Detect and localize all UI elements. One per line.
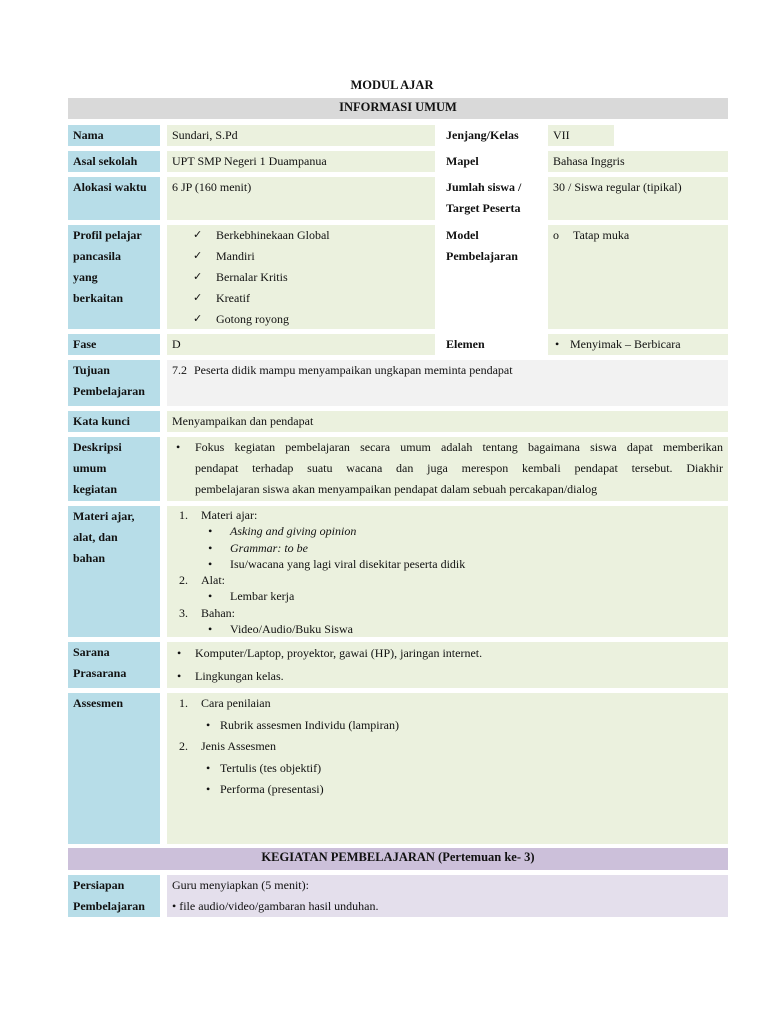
list-item: • Rubrik assesmen Individu (lampiran) (172, 715, 723, 737)
bullet-icon: • (208, 540, 213, 555)
bullet-icon: • (177, 646, 182, 660)
bullet-icon: • (206, 717, 211, 732)
label-jenjang: Jenjang/Kelas (441, 125, 547, 146)
list-item: 3. Bahan: (179, 605, 235, 620)
list-item: • Asking and giving opinion (208, 524, 357, 539)
deskripsi-paragraph: • Fokus kegiatan pembelajaran secara umum adalah tentang bagaimana siswa dapat memberikan pendapat terhadap suatu wacana dan juga merespon kembali pendapat tersebut. Diakhir pembelajaran siswa akan menyampaikan pendapat dalam sebuah percakapan/dialog (172, 437, 723, 500)
label-nama: Nama (68, 125, 160, 146)
label-persiapan: Persiapan Pembelajaran (68, 875, 160, 917)
value-materi (167, 506, 728, 637)
value-deskripsi (167, 437, 728, 501)
list-item: • Performa (presentasi) (172, 779, 723, 801)
document-title: MODUL AJAR (350, 78, 434, 92)
list-item: ✓ Gotong royong (193, 309, 430, 330)
list-item: ✓ Mandiri (193, 246, 430, 267)
bullet-icon: • (206, 782, 211, 796)
label-jumlah-siswa: Jumlah siswa / Target Peserta (441, 177, 547, 220)
list-item: • Video/Audio/Buku Siswa (208, 622, 353, 637)
section-kegiatan-pembelajaran: KEGIATAN PEMBELAJARAN (Pertemuan ke- 3) (68, 848, 728, 870)
label-elemen: Elemen (441, 334, 547, 355)
list-item: • Lembar kerja (208, 589, 295, 604)
value-fase: D (167, 334, 435, 355)
label-mapel: Mapel (441, 151, 547, 172)
section-informasi-umum: INFORMASI UMUM (68, 98, 728, 119)
list-item: • Tertulis (tes objektif) (172, 758, 723, 780)
value-asal-sekolah: UPT SMP Negeri 1 Duampanua (167, 151, 435, 172)
value-assesmen (167, 693, 728, 844)
check-icon: ✓ (193, 229, 203, 241)
tujuan-number: 7.2 (172, 363, 187, 377)
label-profil-pelajar: Profil pelajar pancasila yang berkaitan (68, 225, 160, 329)
label-fase: Fase (68, 334, 160, 355)
list-item: • Isu/wacana yang lagi viral disekitar peserta didik (208, 556, 466, 571)
label-alokasi-waktu: Alokasi waktu (68, 177, 160, 220)
bullet-icon: • (208, 524, 213, 539)
value-nama: Sundari, S.Pd (167, 125, 435, 146)
bullet-icon: • (208, 589, 213, 604)
value-model-pembelajaran: o Tatap muka (548, 225, 728, 329)
check-icon: ✓ (193, 292, 203, 304)
list-item: ✓ Berkebhinekaan Global (193, 225, 430, 246)
bullet-icon: • (177, 669, 182, 683)
list-item: 1. Cara penilaian (179, 696, 271, 710)
list-item: • Grammar: to be (208, 540, 308, 555)
label-materi: Materi ajar, alat, dan bahan (68, 506, 160, 637)
value-sarana (167, 642, 728, 688)
bullet-icon: • (208, 556, 213, 571)
label-model-pembelajaran: Model Pembelajaran (441, 225, 547, 329)
list-item: ✓ Bernalar Kritis (193, 267, 430, 288)
label-sarana: Sarana Prasarana (68, 642, 160, 688)
list-item: 1. Materi ajar: (179, 508, 258, 522)
list-item: 2. Alat: (179, 573, 225, 588)
value-tujuan: 7.2 Peserta didik mampu menyampaikan ungkapan meminta pendapat (167, 360, 728, 406)
label-tujuan: Tujuan Pembelajaran (68, 360, 160, 406)
value-jenjang: VII (548, 125, 614, 146)
label-deskripsi: Deskripsi umum kegiatan (68, 437, 160, 501)
check-icon: ✓ (193, 250, 203, 262)
check-icon: ✓ (193, 271, 203, 283)
list-item: 2. Jenis Assesmen (179, 739, 276, 753)
value-mapel: Bahasa Inggris (548, 151, 728, 172)
label-kata-kunci: Kata kunci (68, 411, 160, 432)
list-item: • Lingkungan kelas. (172, 665, 723, 688)
check-icon: ✓ (193, 313, 203, 325)
value-alokasi-waktu: 6 JP (160 menit) (167, 177, 435, 220)
list-item: • Komputer/Laptop, proyektor, gawai (HP), jaringan internet. (172, 642, 723, 665)
value-kata-kunci: Menyampaikan dan pendapat (167, 411, 728, 432)
bullet-icon: • (176, 440, 181, 454)
bullet-icon: • (206, 760, 211, 775)
bullet-icon: • (555, 337, 560, 351)
label-asal-sekolah: Asal sekolah (68, 151, 160, 172)
bullet-icon: • (208, 622, 213, 637)
value-elemen: • Menyimak – Berbicara (548, 334, 728, 355)
value-profil-pelajar (167, 225, 435, 329)
label-assesmen: Assesmen (68, 693, 160, 844)
circle-bullet-icon: o (553, 228, 559, 242)
value-jumlah-siswa: 30 / Siswa regular (tipikal) (548, 177, 728, 220)
list-item: ✓ Kreatif (193, 288, 430, 309)
value-persiapan: Guru menyiapkan (5 menit): • file audio/video/gambaran hasil unduhan. (167, 875, 728, 917)
profil-checklist (193, 225, 430, 330)
